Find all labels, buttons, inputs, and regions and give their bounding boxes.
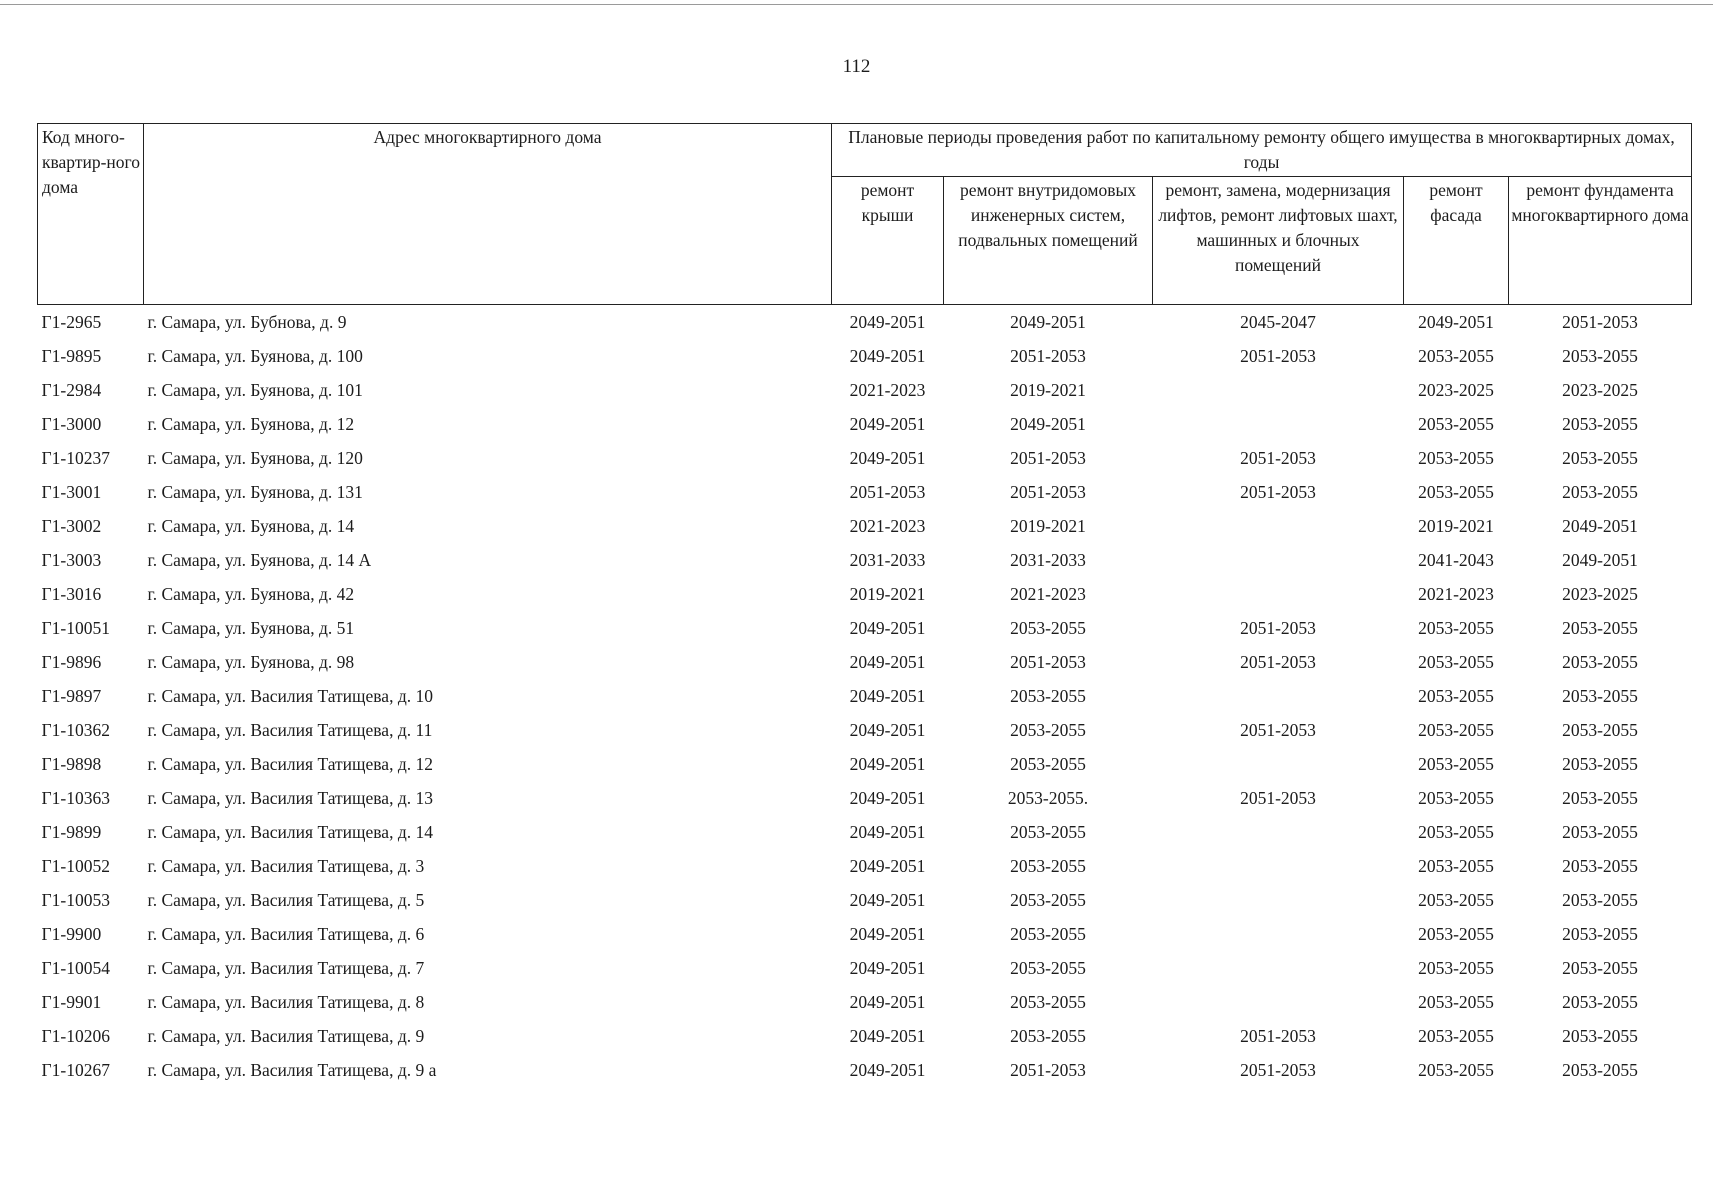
cell-engineering: 2021-2023 [1010,584,1086,604]
cell-facade: 2053-2055 [1418,720,1494,740]
cell-foundation: 2023-2025 [1562,380,1638,400]
cell-engineering: 2053-2055 [1010,686,1086,706]
cell-foundation: 2053-2055 [1562,992,1638,1012]
cell-foundation: 2053-2055 [1562,448,1638,468]
header-facade: ремонт фасада [1404,177,1509,305]
cell-engineering: 2051-2053 [1010,346,1086,366]
cell-facade: 2053-2055 [1418,414,1494,434]
table-body [38,305,1692,1088]
cell-facade: 2021-2023 [1418,584,1494,604]
cell-elevators: 2051-2053 [1240,448,1316,468]
cell-elevators [1153,543,1404,577]
table-row [38,985,1692,1019]
cell-address: г. Самара, ул. Буянова, д. 98 [147,652,355,672]
cell-facade: 2053-2055 [1418,618,1494,638]
cell-foundation: 2053-2055 [1562,1060,1638,1080]
table-row [38,339,1692,373]
cell-code: Г1-9900 [41,924,102,944]
cell-elevators [1153,509,1404,543]
cell-roof: 2051-2053 [849,482,926,502]
cell-facade: 2053-2055 [1418,788,1494,808]
cell-elevators: 2045-2047 [1240,312,1316,332]
cell-elevators [1153,917,1404,951]
cell-elevators [1153,679,1404,713]
table-row [38,1053,1692,1087]
cell-foundation: 2053-2055 [1562,686,1638,706]
cell-facade: 2053-2055 [1418,856,1494,876]
cell-code: Г1-3000 [41,414,102,434]
cell-facade: 2041-2043 [1418,550,1494,570]
cell-engineering: 2053-2055 [1010,992,1086,1012]
cell-engineering: 2049-2051 [1010,312,1086,332]
cell-elevators [1153,747,1404,781]
cell-address: г. Самара, ул. Буянова, д. 14 А [147,550,372,570]
cell-facade: 2053-2055 [1418,924,1494,944]
cell-code: Г1-9898 [41,754,102,774]
cell-code: Г1-2984 [41,380,102,400]
cell-facade: 2049-2051 [1418,312,1494,332]
cell-code: Г1-10237 [41,448,110,468]
cell-foundation: 2053-2055 [1562,652,1638,672]
table-row [38,849,1692,883]
cell-address: г. Самара, ул. Буянова, д. 120 [147,448,363,468]
cell-roof: 2021-2023 [849,380,926,400]
cell-elevators: 2051-2053 [1240,346,1316,366]
cell-facade: 2023-2025 [1418,380,1494,400]
cell-roof: 2049-2051 [849,652,926,672]
cell-foundation: 2053-2055 [1562,482,1638,502]
header-address: Адрес многоквартирного дома [144,124,832,305]
header-code: Код много-квартир-ного дома [38,124,144,305]
cell-code: Г1-10267 [41,1060,110,1080]
cell-facade: 2053-2055 [1418,448,1494,468]
cell-address: г. Самара, ул. Буянова, д. 100 [147,346,363,366]
cell-engineering: 2053-2055 [1010,822,1086,842]
cell-address: г. Самара, ул. Василия Татищева, д. 9 а [147,1060,437,1080]
cell-address: г. Самара, ул. Василия Татищева, д. 8 [147,992,425,1012]
cell-engineering: 2053-2055 [1010,618,1086,638]
cell-elevators: 2051-2053 [1240,1026,1316,1046]
cell-elevators [1153,407,1404,441]
cell-engineering: 2053-2055 [1010,856,1086,876]
cell-elevators [1153,883,1404,917]
cell-address: г. Самара, ул. Буянова, д. 101 [147,380,363,400]
cell-elevators: 2051-2053 [1240,720,1316,740]
cell-elevators [1153,985,1404,1019]
cell-roof: 2019-2021 [849,584,926,604]
cell-elevators: 2051-2053 [1240,618,1316,638]
cell-address: г. Самара, ул. Буянова, д. 12 [147,414,355,434]
cell-roof: 2049-2051 [849,788,926,808]
cell-facade: 2053-2055 [1418,1060,1494,1080]
cell-engineering: 2051-2053 [1010,652,1086,672]
table-row [38,951,1692,985]
cell-elevators: 2051-2053 [1240,652,1316,672]
table-row [38,815,1692,849]
header-roof: ремонт крыши [832,177,944,305]
table-row [38,883,1692,917]
cell-foundation: 2053-2055 [1562,822,1638,842]
table-row [38,441,1692,475]
cell-foundation: 2053-2055 [1562,890,1638,910]
cell-roof: 2049-2051 [849,822,926,842]
table-row [38,475,1692,509]
cell-foundation: 2053-2055 [1562,618,1638,638]
cell-engineering: 2051-2053 [1010,482,1086,502]
cell-facade: 2053-2055 [1418,346,1494,366]
cell-address: г. Самара, ул. Бубнова, д. 9 [147,312,347,332]
cell-code: Г1-9896 [41,652,102,672]
cell-address: г. Самара, ул. Василия Татищева, д. 3 [147,856,425,876]
table-row [38,917,1692,951]
cell-code: Г1-9895 [41,346,102,366]
table-header [38,124,1692,305]
cell-foundation: 2049-2051 [1562,516,1638,536]
cell-engineering: 2031-2033 [1010,550,1086,570]
cell-roof: 2031-2033 [849,550,926,570]
cell-roof: 2049-2051 [849,1060,926,1080]
cell-code: Г1-10362 [41,720,110,740]
cell-code: Г1-9897 [41,686,102,706]
cell-code: Г1-2965 [41,312,102,332]
header-foundation: ремонт фундамента многоквартирного дома [1509,177,1692,305]
cell-engineering: 2049-2051 [1010,414,1086,434]
cell-elevators: 2051-2053 [1240,1060,1316,1080]
cell-engineering: 2019-2021 [1010,516,1086,536]
table-row [38,611,1692,645]
cell-engineering: 2053-2055. [1007,788,1089,808]
cell-facade: 2019-2021 [1418,516,1494,536]
table-row [38,577,1692,611]
cell-code: Г1-10053 [41,890,110,910]
cell-roof: 2021-2023 [849,516,926,536]
cell-roof: 2049-2051 [849,448,926,468]
cell-roof: 2049-2051 [849,312,926,332]
cell-roof: 2049-2051 [849,754,926,774]
cell-foundation: 2053-2055 [1562,958,1638,978]
cell-roof: 2049-2051 [849,720,926,740]
cell-engineering: 2019-2021 [1010,380,1086,400]
cell-elevators [1153,373,1404,407]
table-row [38,543,1692,577]
cell-engineering: 2053-2055 [1010,1026,1086,1046]
cell-foundation: 2053-2055 [1562,1026,1638,1046]
cell-address: г. Самара, ул. Василия Татищева, д. 6 [147,924,425,944]
cell-elevators [1153,849,1404,883]
cell-code: Г1-3002 [41,516,102,536]
cell-foundation: 2053-2055 [1562,346,1638,366]
cell-address: г. Самара, ул. Василия Татищева, д. 7 [147,958,425,978]
cell-roof: 2049-2051 [849,1026,926,1046]
cell-foundation: 2053-2055 [1562,924,1638,944]
cell-facade: 2053-2055 [1418,482,1494,502]
cell-foundation: 2053-2055 [1562,754,1638,774]
table-row [38,747,1692,781]
cell-roof: 2049-2051 [849,856,926,876]
cell-elevators [1153,815,1404,849]
cell-roof: 2049-2051 [849,992,926,1012]
table-row [38,1019,1692,1053]
cell-facade: 2053-2055 [1418,754,1494,774]
cell-roof: 2049-2051 [849,346,926,366]
table-row [38,407,1692,441]
cell-engineering: 2053-2055 [1010,958,1086,978]
cell-facade: 2053-2055 [1418,1026,1494,1046]
header-elevators: ремонт, замена, модернизация лифтов, ремонт лифтовых шахт, машинных и блочных помещений [1153,177,1404,305]
table-row [38,645,1692,679]
page-number: 112 [842,56,871,77]
cell-code: Г1-10363 [41,788,110,808]
cell-elevators [1153,951,1404,985]
cell-engineering: 2051-2053 [1010,1060,1086,1080]
cell-address: г. Самара, ул. Василия Татищева, д. 10 [147,686,433,706]
cell-code: Г1-10054 [41,958,110,978]
cell-address: г. Самара, ул. Василия Татищева, д. 13 [147,788,433,808]
cell-elevators: 2051-2053 [1240,788,1316,808]
cell-address: г. Самара, ул. Василия Татищева, д. 5 [147,890,425,910]
cell-engineering: 2053-2055 [1010,924,1086,944]
cell-address: г. Самара, ул. Буянова, д. 14 [147,516,355,536]
cell-address: г. Самара, ул. Буянова, д. 42 [147,584,355,604]
cell-foundation: 2049-2051 [1562,550,1638,570]
cell-facade: 2053-2055 [1418,686,1494,706]
cell-foundation: 2023-2025 [1562,584,1638,604]
cell-engineering: 2053-2055 [1010,720,1086,740]
cell-facade: 2053-2055 [1418,992,1494,1012]
cell-engineering: 2053-2055 [1010,754,1086,774]
cell-facade: 2053-2055 [1418,890,1494,910]
cell-code: Г1-10052 [41,856,110,876]
capital-repair-table [37,123,1692,1087]
header-engineering: ремонт внутридомовых инженерных систем, подвальных помещений [944,177,1153,305]
cell-foundation: 2053-2055 [1562,856,1638,876]
cell-facade: 2053-2055 [1418,958,1494,978]
cell-elevators [1153,577,1404,611]
cell-engineering: 2051-2053 [1010,448,1086,468]
cell-foundation: 2053-2055 [1562,788,1638,808]
cell-roof: 2049-2051 [849,618,926,638]
table-row [38,373,1692,407]
cell-facade: 2053-2055 [1418,652,1494,672]
cell-code: Г1-10206 [41,1026,110,1046]
cell-foundation: 2053-2055 [1562,414,1638,434]
cell-address: г. Самара, ул. Буянова, д. 51 [147,618,355,638]
cell-foundation: 2051-2053 [1562,312,1638,332]
cell-facade: 2053-2055 [1418,822,1494,842]
cell-address: г. Самара, ул. Василия Татищева, д. 11 [147,720,433,740]
cell-elevators: 2051-2053 [1240,482,1316,502]
cell-roof: 2049-2051 [849,890,926,910]
cell-address: г. Самара, ул. Василия Татищева, д. 14 [147,822,433,842]
table-row [38,781,1692,815]
table-row [38,509,1692,543]
cell-code: Г1-9899 [41,822,102,842]
cell-address: г. Самара, ул. Буянова, д. 131 [147,482,363,502]
cell-address: г. Самара, ул. Василия Татищева, д. 12 [147,754,433,774]
table-row [38,713,1692,747]
cell-roof: 2049-2051 [849,414,926,434]
cell-code: Г1-3001 [41,482,102,502]
cell-engineering: 2053-2055 [1010,890,1086,910]
table-row [38,305,1692,340]
cell-code: Г1-3016 [41,584,102,604]
table-row [38,679,1692,713]
cell-code: Г1-10051 [41,618,110,638]
cell-code: Г1-9901 [41,992,102,1012]
header-planned-periods: Плановые периоды проведения работ по капитальному ремонту общего имущества в многоквартирных домах, годы [832,124,1692,177]
cell-foundation: 2053-2055 [1562,720,1638,740]
cell-address: г. Самара, ул. Василия Татищева, д. 9 [147,1026,425,1046]
cell-roof: 2049-2051 [849,686,926,706]
top-border-line [0,4,1713,5]
cell-roof: 2049-2051 [849,924,926,944]
cell-roof: 2049-2051 [849,958,926,978]
cell-code: Г1-3003 [41,550,102,570]
